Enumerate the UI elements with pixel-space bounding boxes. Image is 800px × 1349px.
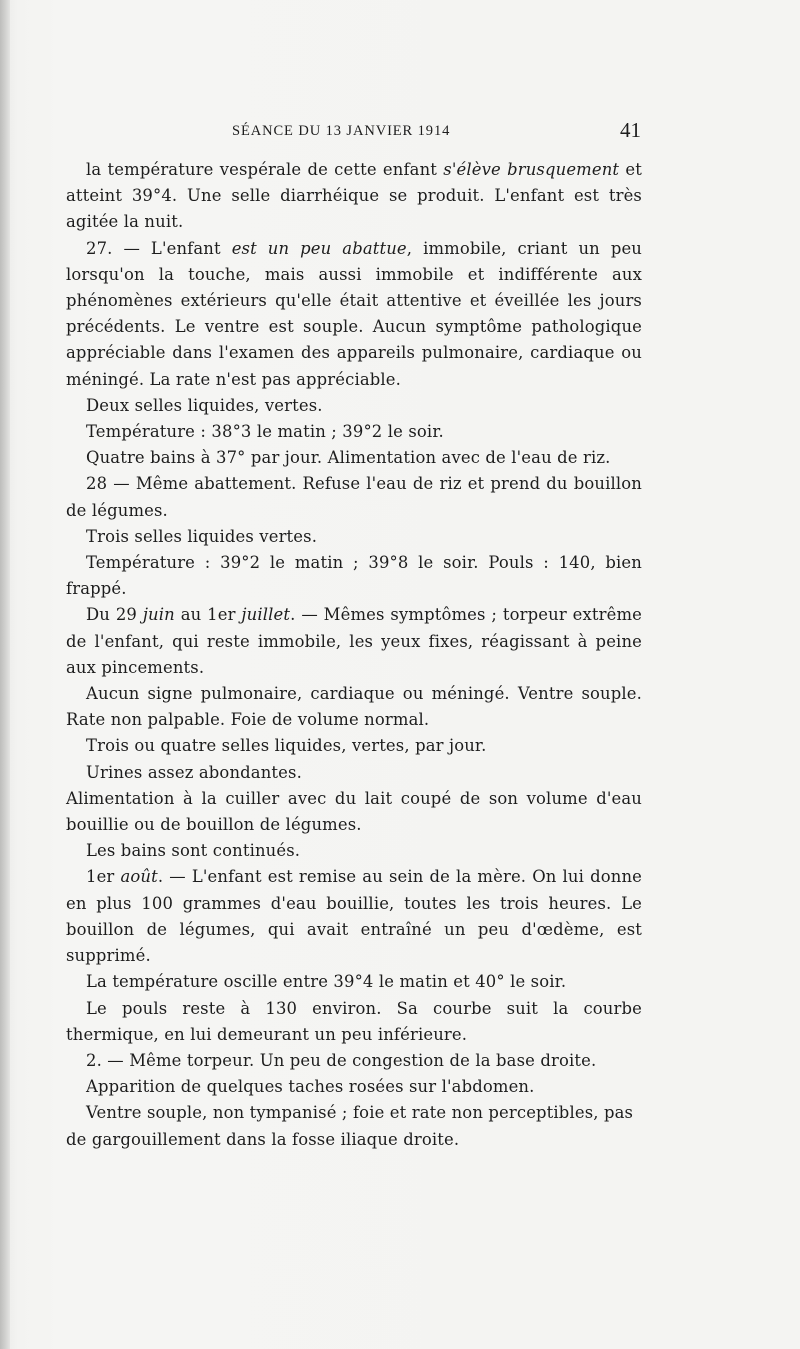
- text-run: au 1er: [174, 605, 242, 625]
- text-run: 1er: [86, 867, 121, 887]
- text-run: 2. — Même torpeur. Un peu de congestion de la base droite.: [86, 1050, 597, 1070]
- paragraph: [66, 786, 642, 838]
- text-run: . — L'enfant est remise au sein de la mère. On lui donne en plus 100 grammes d'eau bouillie, toutes les trois heures. Le bouillon de légumes, qui avait entraîné un peu d'œdème, est supprimé.: [66, 867, 642, 966]
- text-run: Apparition de quelques taches rosées sur l'abdomen.: [86, 1077, 535, 1097]
- paragraph: [66, 760, 642, 786]
- text-run: Du 29: [86, 605, 143, 625]
- text-run: , immobile, criant un peu lorsqu'on la touche, mais aussi immobile et indifférente aux phénomènes extérieurs qu'elle était attentive et éveillée les jours précédents. Le ventre est souple. Aucun symptôme pathologique appréciable dans l'examen des appareils pulmonaire, cardiaque ou méningé. La rate n'est pas appréciable.: [66, 238, 643, 389]
- text-run: Deux selles liquides, vertes.: [86, 395, 323, 415]
- text-run: Ventre souple, non tympanisé ; foie et rate non perceptibles, pas de gargouillement dans la fosse iliaque droite.: [66, 1103, 634, 1149]
- text-run: Urines assez abondantes.: [86, 762, 302, 782]
- text-run: Le pouls reste à 130 environ. Sa courbe suit la courbe thermique, en lui demeurant un peu inférieure.: [66, 998, 642, 1044]
- paragraph: [66, 393, 642, 419]
- text-run: Trois ou quatre selles liquides, vertes, par jour.: [86, 736, 487, 756]
- page-header: [60, 120, 645, 148]
- paragraph: [66, 1100, 642, 1152]
- italic-text: août: [120, 867, 158, 887]
- paragraph: [66, 864, 642, 969]
- paragraph: [66, 524, 642, 550]
- running-head: SÉANCE DU 13 JANVIER 1914: [232, 123, 451, 139]
- text-run: Aucun signe pulmonaire, cardiaque ou méningé. Ventre souple. Rate non palpable. Foie de volume normal.: [66, 684, 642, 730]
- paragraph: [66, 445, 642, 471]
- text-run: Quatre bains à 37° par jour. Alimentation avec de l'eau de riz.: [86, 448, 611, 468]
- italic-text: juillet: [241, 605, 291, 625]
- paragraph: [66, 1074, 642, 1100]
- paragraph: [66, 681, 642, 733]
- text-run: et atteint 39°4. Une selle diarrhéique se produit. L'enfant est très agitée la nuit.: [66, 160, 642, 232]
- paragraph: [66, 602, 642, 681]
- text-run: Température : 39°2 le matin ; 39°8 le soir. Pouls : 140, bien frappé.: [66, 553, 642, 599]
- text-run: . — Mêmes symptômes ; torpeur extrême de l'enfant, qui reste immobile, les yeux fixes, réagissant à peine aux pincements.: [66, 605, 643, 677]
- paragraph: [66, 236, 642, 393]
- paragraph: [66, 550, 642, 602]
- paragraph: [66, 838, 642, 864]
- text-run: la température vespérale de cette enfant: [86, 160, 444, 179]
- text-run: Alimentation à la cuiller avec du lait coupé de son volume d'eau bouillie ou de bouillon de légumes.: [66, 788, 642, 835]
- paragraph: [66, 419, 642, 445]
- paragraph: [66, 1048, 642, 1074]
- body-text: [66, 157, 642, 1153]
- page-number: 41: [620, 118, 641, 142]
- paragraph: [66, 157, 642, 236]
- italic-text: juin: [142, 605, 175, 625]
- text-run: 27. — L'enfant: [86, 238, 232, 258]
- paragraph: [66, 733, 642, 759]
- page-edge-shadow: [0, 0, 10, 1349]
- paragraph: [66, 969, 642, 995]
- text-run: La température oscille entre 39°4 le matin et 40° le soir.: [86, 972, 567, 992]
- text-run: Les bains sont continués.: [86, 841, 301, 861]
- paragraph: [66, 996, 642, 1048]
- text-run: Température : 38°3 le matin ; 39°2 le soir.: [86, 422, 444, 442]
- paragraph: [66, 471, 642, 523]
- italic-text: est un peu abattue: [231, 238, 407, 258]
- text-run: Trois selles liquides vertes.: [86, 526, 318, 546]
- text-run: 28 — Même abattement. Refuse l'eau de riz et prend du bouillon de légumes.: [66, 474, 642, 520]
- italic-text: s'élève brusquement: [443, 160, 620, 179]
